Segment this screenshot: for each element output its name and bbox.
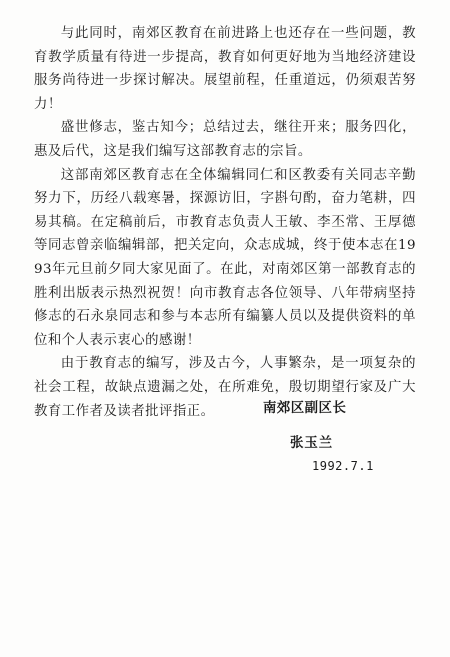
paragraph-2: 盛世修志，鉴古知今；总结过去，继往开来；服务四化，惠及后代，这是我们编写这部教育志的宗旨。 [34, 120, 416, 159]
signoff-organization: 南郊区副区长 [263, 400, 347, 416]
signoff-date: 1992.7.1 [312, 459, 374, 473]
document-body [34, 22, 416, 423]
paragraph-4: 由于教育志的编写，涉及古今，人事繁杂，是一项复杂的社会工程，故缺点遗漏之处，在所难免，殷切期望行家及广大教育工作者及读者批评指正。 [34, 356, 416, 419]
paragraph-1: 与此同时，南郊区教育在前进路上也还存在一些问题，教育教学质量有待进一步提高，教育如何更好地为当地经济建设服务尚待进一步探讨解决。展望前程，任重道远，仍须艰苦努力！ [34, 26, 416, 112]
signoff-name: 张玉兰 [290, 435, 334, 451]
paragraph-3: 这部南郊区教育志在全体编辑同仁和区教委有关同志辛勤努力下，历经八载寒暑，探源访旧，字斟句酌，奋力笔耕，四易其稿。在定稿前后，市教育志负责人王敏、李丕常、王厚德等同志曾亲临编辑部，把关定向，众志成城，终于使本志在1993年元旦前夕同大家见面了。在此，对南郊区第一部教育志的胜利出版表示热烈祝贺！向市教育志各位领导、八年带病坚持修志的石永泉同志和参与本志所有编纂人员以及提供资料的单位和个人表示衷心的感谢！ [34, 167, 416, 348]
